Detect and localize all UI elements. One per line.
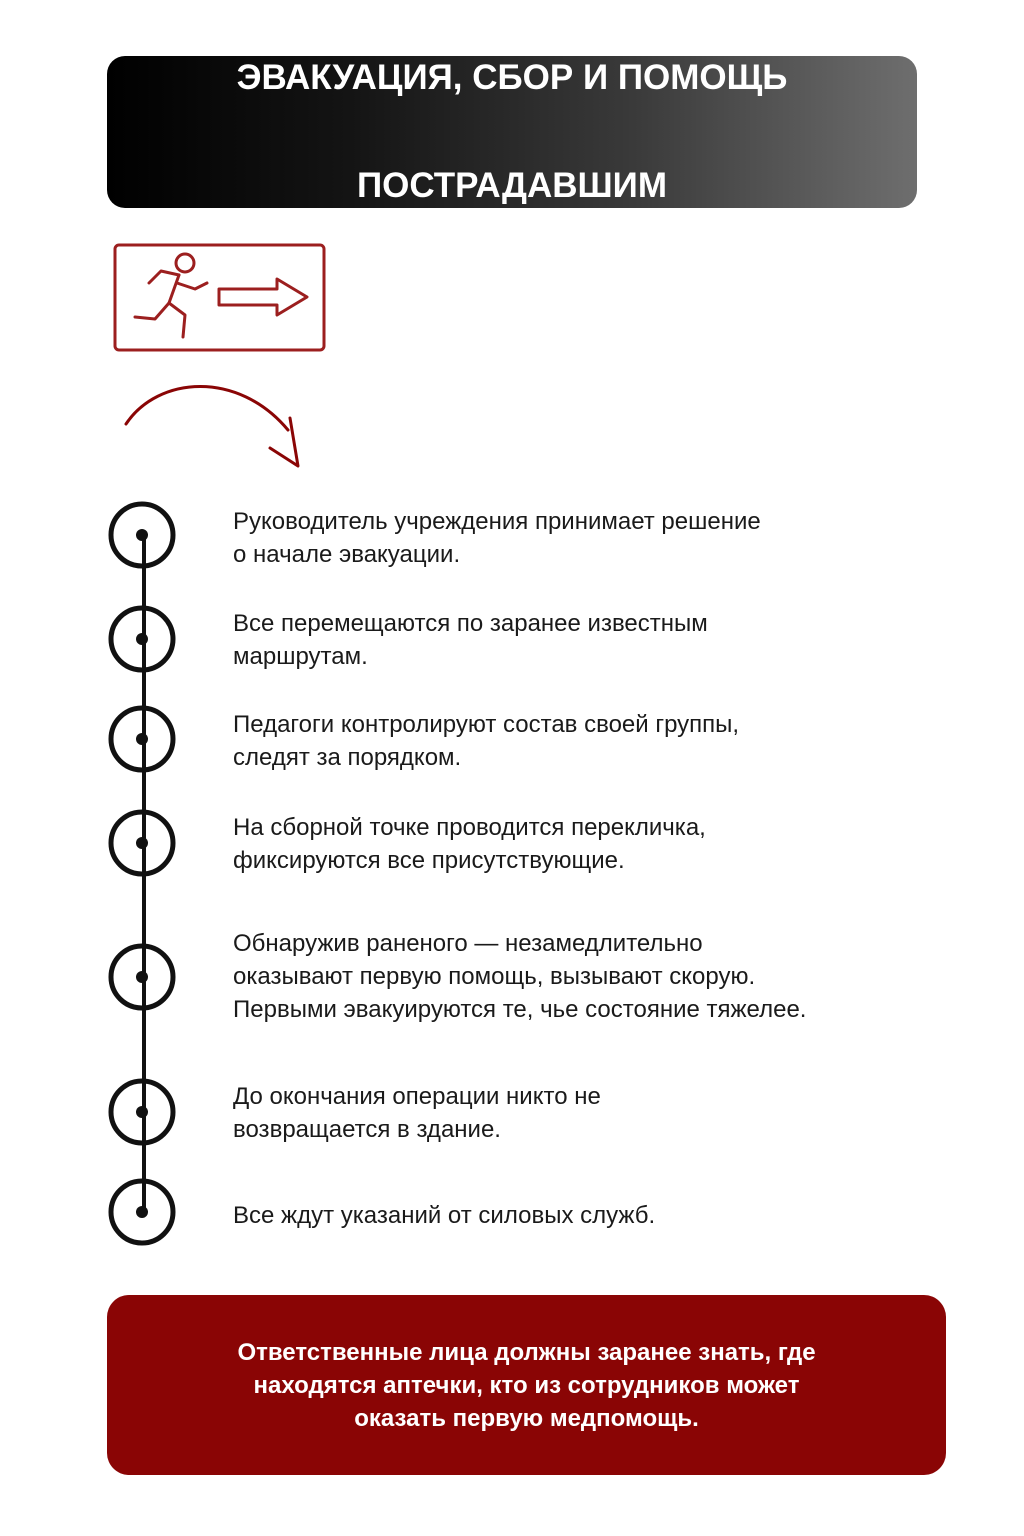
step-5-line-3: Первыми эвакуируются те, чье состояние тяжелее. bbox=[233, 996, 807, 1023]
header-banner bbox=[107, 56, 917, 208]
step-7-text bbox=[233, 1199, 933, 1232]
step-4-line-2: фиксируются все присутствующие. bbox=[233, 847, 625, 874]
step-1-line-2: о начале эвакуации. bbox=[233, 541, 461, 568]
step-7-line-1: Все ждут указаний от силовых служб. bbox=[233, 1202, 656, 1229]
step-3-line-2: следят за порядком. bbox=[233, 744, 462, 771]
running-person-exit-sign-icon bbox=[113, 243, 327, 353]
page-title-line-1: ЭВАКУАЦИЯ, СБОР И ПОМОЩЬ bbox=[236, 58, 788, 97]
first-aid-notice bbox=[107, 1295, 946, 1475]
page-title-line-2: ПОСТРАДАВШИМ bbox=[357, 166, 667, 205]
step-6-line-1: До окончания операции никто не bbox=[233, 1083, 601, 1110]
step-5-text bbox=[233, 927, 933, 1026]
step-2-line-1: Все перемещаются по заранее известным bbox=[233, 610, 708, 637]
step-2-line-2: маршрутам. bbox=[233, 643, 368, 670]
step-6-line-2: возвращается в здание. bbox=[233, 1116, 501, 1143]
notice-line-2: находятся аптечки, кто из сотрудников может bbox=[253, 1371, 800, 1399]
step-6-text bbox=[233, 1080, 933, 1146]
step-4-text bbox=[233, 811, 933, 877]
step-3-text bbox=[233, 708, 933, 774]
step-3-line-1: Педагоги контролируют состав своей группы, bbox=[233, 711, 740, 738]
notice-line-3: оказать первую медпомощь. bbox=[354, 1404, 699, 1432]
step-1-line-1: Руководитель учреждения принимает решение bbox=[233, 508, 761, 535]
step-5-line-2: оказывают первую помощь, вызывают скорую. bbox=[233, 963, 756, 990]
step-5-line-1: Обнаружив раненого — незамедлительно bbox=[233, 930, 703, 957]
notice-text bbox=[177, 1336, 877, 1435]
step-4-line-1: На сборной точке проводится перекличка, bbox=[233, 814, 706, 841]
timeline bbox=[100, 495, 190, 1255]
notice-line-1: Ответственные лица должны заранее знать, где bbox=[237, 1338, 816, 1366]
step-1-text bbox=[233, 505, 933, 571]
step-2-text bbox=[233, 607, 933, 673]
page-title bbox=[192, 0, 832, 267]
curved-arrow-down-icon bbox=[118, 372, 308, 472]
